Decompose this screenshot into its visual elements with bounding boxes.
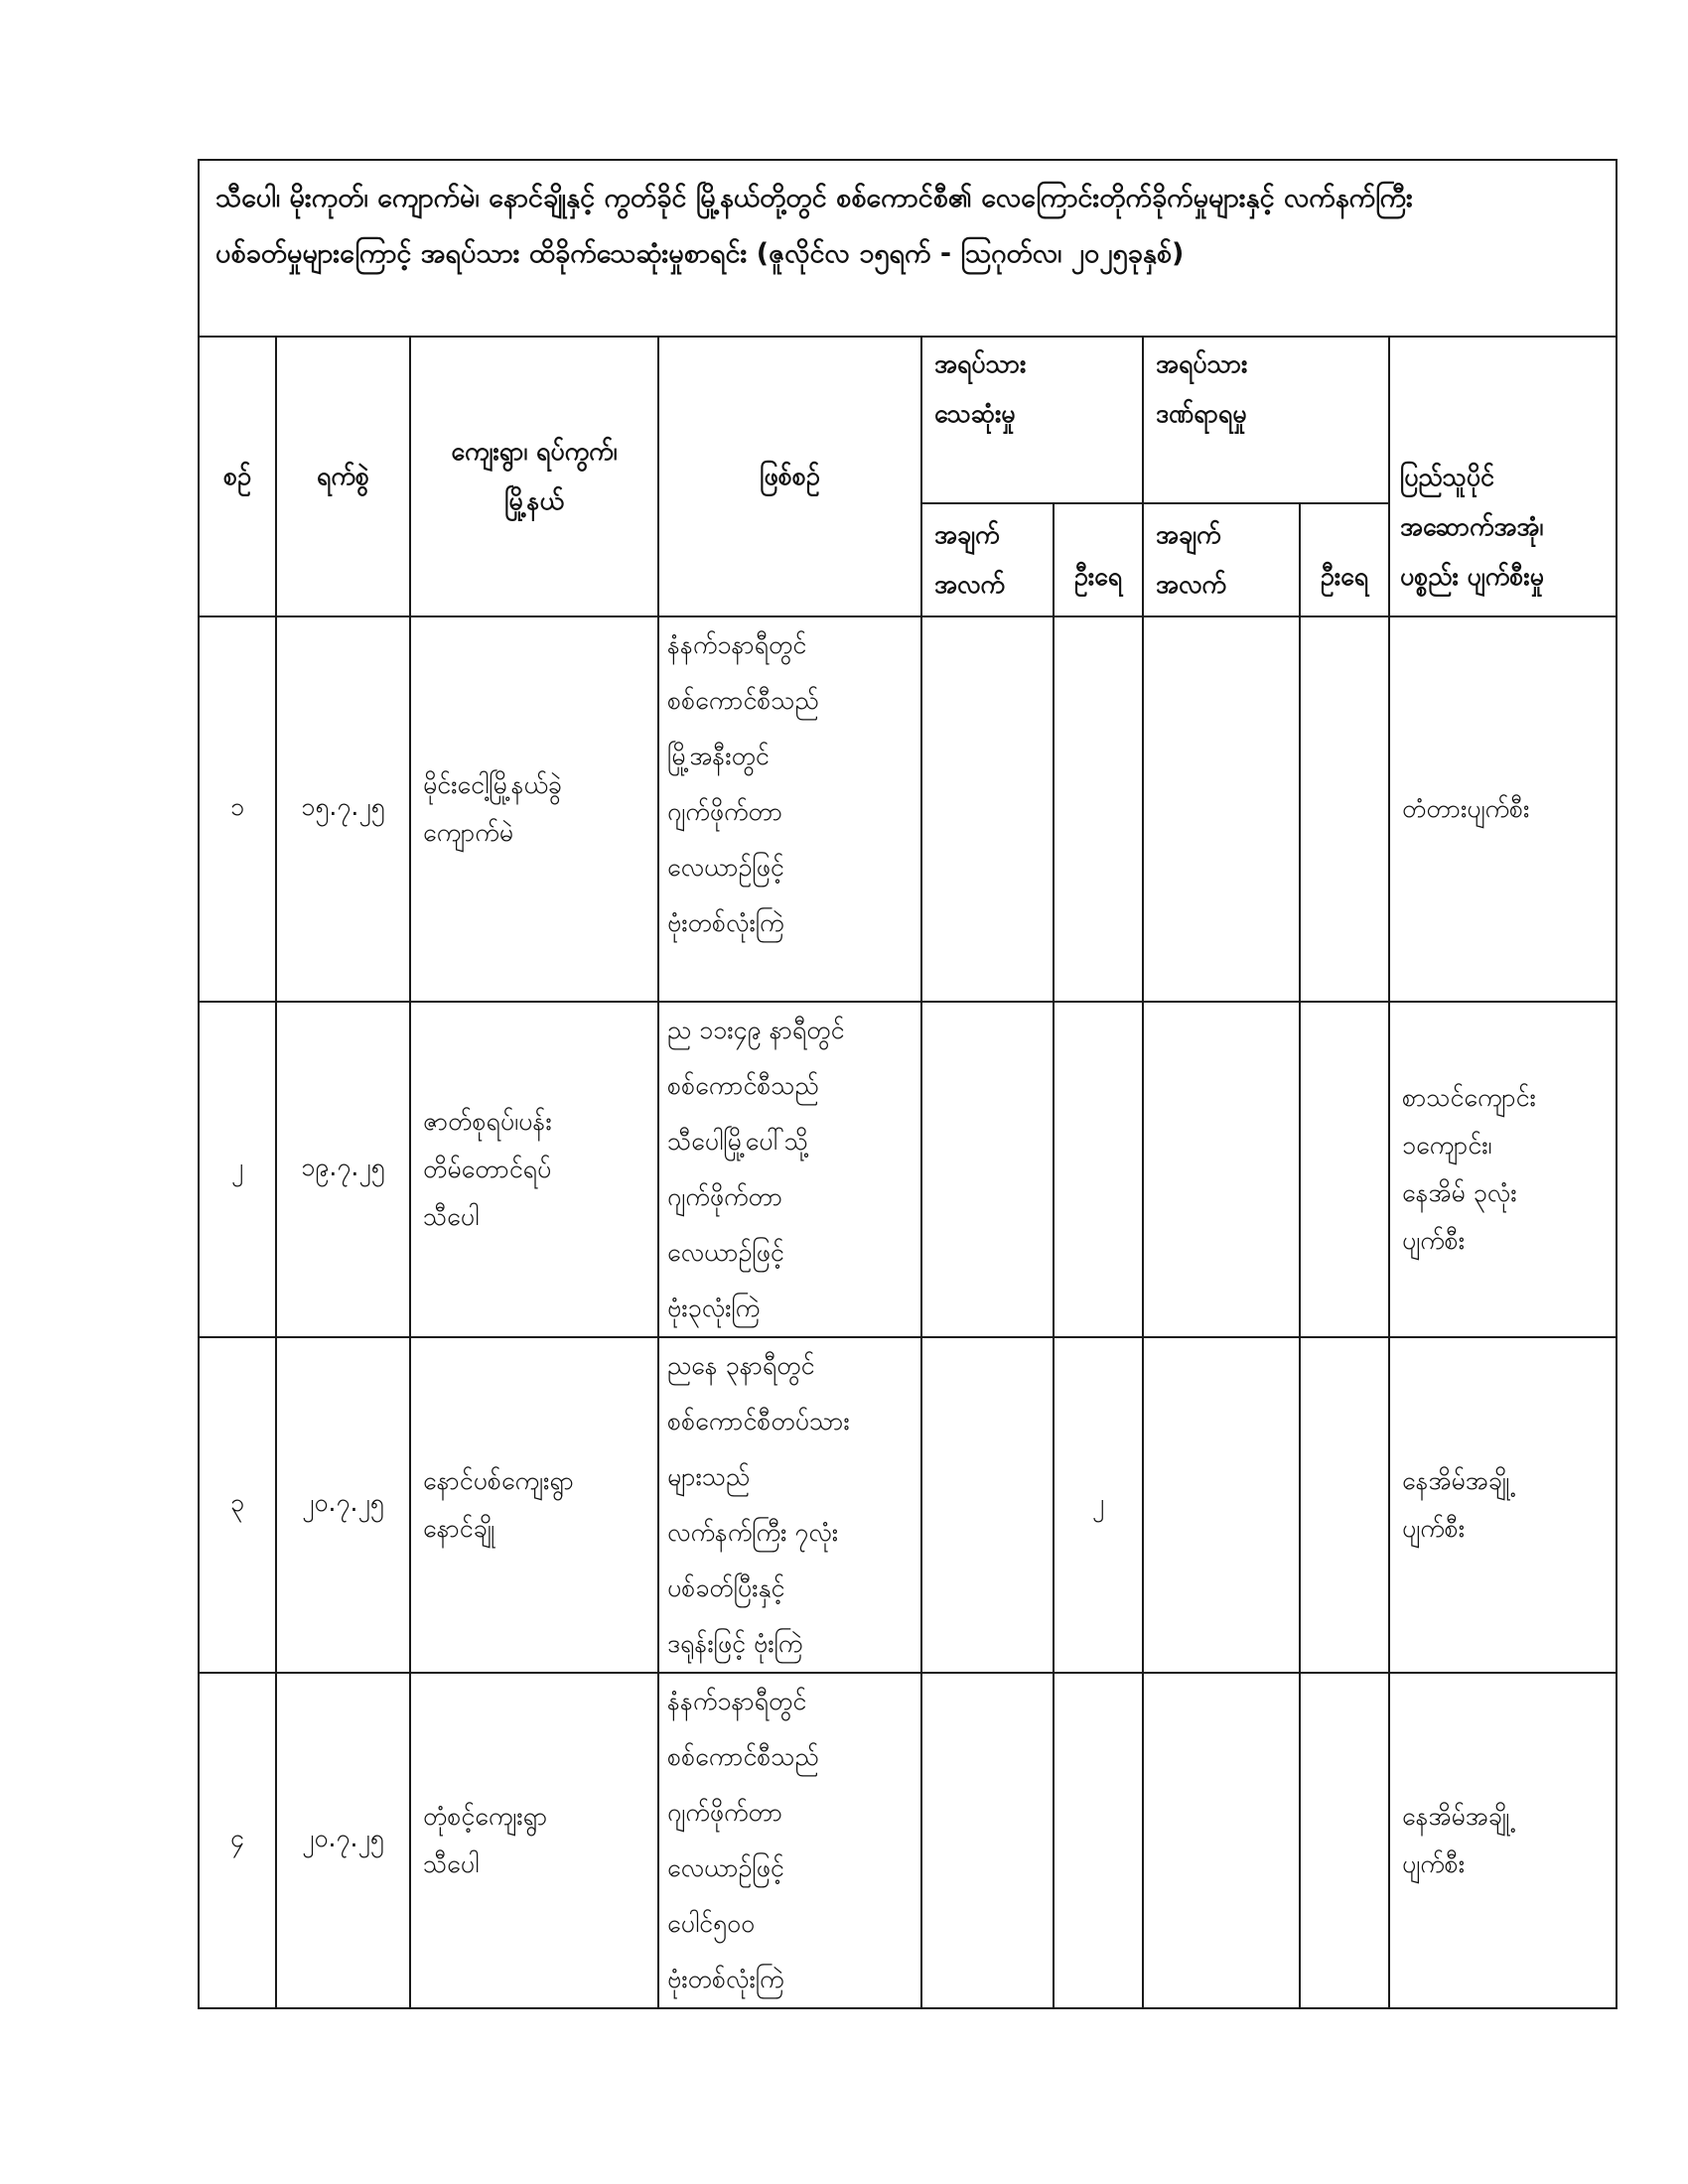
incident-line: လေယာဉ်ဖြင့်	[667, 1238, 784, 1267]
incident-line: လက်နက်ကြီး ၇လုံး	[667, 1518, 839, 1547]
table-title	[199, 160, 1617, 337]
table-row	[199, 1337, 1617, 1673]
location-line: တုံစင့်ကျေးရွာ	[423, 1802, 548, 1831]
row-location	[410, 1002, 658, 1337]
damage-line: ပျက်စီး	[1402, 1849, 1466, 1878]
incident-line: စစ်ကောင်စီသည်	[667, 1742, 819, 1771]
location-line: နောင်ချို	[423, 1514, 495, 1543]
incident-line: သီပေါမြို့ပေါ်သို့	[667, 1127, 808, 1156]
header-injury-count: ဦးရေ	[1300, 503, 1389, 616]
damage-line: နေအိမ်အချို့	[1402, 1466, 1510, 1495]
incident-line: နံနက်၁နာရီတွင်	[667, 630, 807, 659]
incident-line: နံနက်၁နာရီတွင်	[667, 1687, 807, 1715]
incident-line: စစ်ကောင်စီသည်	[667, 686, 819, 715]
incident-line: ဂျက်ဖိုက်တာ	[667, 797, 783, 826]
row-damage	[1389, 616, 1617, 1002]
incident-line: ဗုံးတစ်လုံးကြဲ	[667, 1965, 784, 1993]
table-row	[199, 1673, 1617, 2008]
damage-line: နေအိမ်အချို့	[1402, 1802, 1510, 1831]
location-line: သီပေါ	[423, 1202, 480, 1231]
casualty-table	[198, 159, 1618, 2009]
row-incident	[658, 1002, 921, 1337]
row-injury-count	[1300, 1002, 1389, 1337]
damage-line: နေအိမ် ၃လုံး	[1402, 1178, 1517, 1207]
row-injury-details	[1143, 1673, 1300, 2008]
damage-line: စာသင်ကျောင်း	[1402, 1083, 1536, 1112]
incident-line: လေယာဉ်ဖြင့်	[667, 1853, 784, 1882]
row-injury-count	[1300, 1673, 1389, 2008]
row-death-count	[1054, 616, 1143, 1002]
row-damage	[1389, 1337, 1617, 1673]
header-date: ရက်စွဲ	[276, 337, 410, 616]
header-death-details-line-2: အလက်	[934, 570, 1005, 599]
header-damage-line-3: ပစ္စည်း ပျက်စီးမှု	[1400, 562, 1544, 591]
row-death-details	[921, 1337, 1054, 1673]
row-location	[410, 1673, 658, 2008]
damage-line: တံတားပျက်စီး	[1402, 794, 1530, 823]
header-injury-details-line-2: အလက်	[1156, 570, 1226, 599]
row-incident	[658, 1337, 921, 1673]
incident-line: ပေါင်၅၀၀	[667, 1909, 756, 1938]
incident-line: ဗုံး၃လုံးကြဲ	[667, 1294, 761, 1322]
location-line: မိုင်းငေါ့မြို့နယ်ခွဲ	[423, 770, 562, 799]
incident-line: စစ်ကောင်စီတပ်သား	[667, 1407, 850, 1435]
row-injury-details	[1143, 616, 1300, 1002]
row-no: ၂	[199, 1002, 276, 1337]
incident-line: များသည်	[667, 1462, 751, 1491]
title-line-1: သီပေါ၊ မိုးကုတ်၊ ကျောက်မဲ၊ နောင်ချိုနှင့် ကွတ်ခိုင် မြို့နယ်တို့တွင် စစ်ကောင်စီ၏ လေကြောင်းတိုက်ခိုက်မှုများနှင့် လက်နက်ကြီး	[215, 183, 1413, 213]
header-property-damage	[1389, 337, 1617, 616]
row-injury-count	[1300, 616, 1389, 1002]
incident-line: မြို့အနီးတွင်	[667, 742, 770, 770]
header-civilian-injury-line-2: ဒဏ်ရာရမှု	[1156, 399, 1247, 428]
row-no: ၄	[199, 1673, 276, 2008]
row-location	[410, 616, 658, 1002]
header-no: စဉ်	[199, 337, 276, 616]
incident-line: ည ၁၁း၄၉ နာရီတွင်	[667, 1016, 845, 1044]
header-injury-details	[1143, 503, 1300, 616]
location-line: ဇာတ်စုရပ်၊ပန်း	[423, 1107, 552, 1136]
incident-line: ဒရုန်းဖြင့် ဗုံးကြဲ	[667, 1629, 803, 1658]
header-location	[410, 337, 658, 616]
header-location-line-1: ကျေးရွာ၊ ရပ်ကွက်၊	[451, 437, 618, 466]
row-death-count	[1054, 1673, 1143, 2008]
header-civilian-death-line-1: အရပ်သား	[934, 349, 1027, 378]
row-date: ၁၅.၇.၂၅	[276, 616, 410, 1002]
header-civilian-death-line-2: သေဆုံးမှု	[934, 399, 1016, 428]
row-death-details	[921, 1002, 1054, 1337]
row-death-count	[1054, 1002, 1143, 1337]
row-incident	[658, 616, 921, 1002]
header-death-count: ဦးရေ	[1054, 503, 1143, 616]
row-location	[410, 1337, 658, 1673]
incident-line: ဂျက်ဖိုက်တာ	[667, 1798, 783, 1827]
header-injury-details-line-1: အချက်	[1156, 520, 1221, 549]
row-no: ၁	[199, 616, 276, 1002]
location-line: နောင်ပစ်ကျေးရွာ	[423, 1466, 574, 1495]
location-line: သီပေါ	[423, 1849, 480, 1878]
header-death-details-line-1: အချက်	[934, 520, 1000, 549]
row-death-details	[921, 616, 1054, 1002]
location-line: တိမ်တောင်ရပ်	[423, 1155, 552, 1183]
title-row	[199, 160, 1617, 337]
header-damage-line-2: အဆောက်အအုံ၊	[1400, 512, 1544, 541]
header-death-details	[921, 503, 1054, 616]
incident-line: လေယာဉ်ဖြင့်	[667, 853, 784, 882]
row-injury-details	[1143, 1002, 1300, 1337]
row-damage	[1389, 1002, 1617, 1337]
row-injury-details	[1143, 1337, 1300, 1673]
header-row-1	[199, 337, 1617, 503]
table-row	[199, 616, 1617, 1002]
row-injury-count	[1300, 1337, 1389, 1673]
incident-line: ဗုံးတစ်လုံးကြဲ	[667, 908, 784, 937]
row-damage	[1389, 1673, 1617, 2008]
incident-line: စစ်ကောင်စီသည်	[667, 1071, 819, 1100]
row-no: ၃	[199, 1337, 276, 1673]
damage-line: ပျက်စီး	[1402, 1226, 1466, 1255]
row-death-details	[921, 1673, 1054, 2008]
header-incident: ဖြစ်စဉ်	[658, 337, 921, 616]
row-date: ၂၀.၇.၂၅	[276, 1337, 410, 1673]
title-line-2: ပစ်ခတ်မှုများကြောင့် အရပ်သား ထိခိုက်သေဆုံးမှုစာရင်း (ဇူလိုင်လ ၁၅ရက် - ဩဂုတ်လ၊ ၂၀၂၅ခုနှစ်)	[215, 238, 1185, 269]
incident-line: ဂျက်ဖိုက်တာ	[667, 1182, 783, 1211]
header-civilian-death	[921, 337, 1143, 503]
row-death-count: ၂	[1054, 1337, 1143, 1673]
header-location-line-2: မြို့နယ်	[504, 486, 564, 515]
incident-line: ညနေ ၃နာရီတွင်	[667, 1351, 815, 1380]
location-line: ကျောက်မဲ	[423, 818, 514, 847]
damage-line: ၁ကျောင်း၊	[1402, 1131, 1492, 1160]
incident-line: ပစ်ခတ်ပြီးနှင့်	[667, 1573, 785, 1602]
row-date: ၁၉.၇.၂၅	[276, 1002, 410, 1337]
header-damage-line-1: ပြည်သူပိုင်	[1400, 463, 1494, 491]
row-incident	[658, 1673, 921, 2008]
table-row	[199, 1002, 1617, 1337]
row-date: ၂၀.၇.၂၅	[276, 1673, 410, 2008]
header-civilian-injury-line-1: အရပ်သား	[1156, 349, 1248, 378]
damage-line: ပျက်စီး	[1402, 1514, 1466, 1543]
header-civilian-injury	[1143, 337, 1389, 503]
